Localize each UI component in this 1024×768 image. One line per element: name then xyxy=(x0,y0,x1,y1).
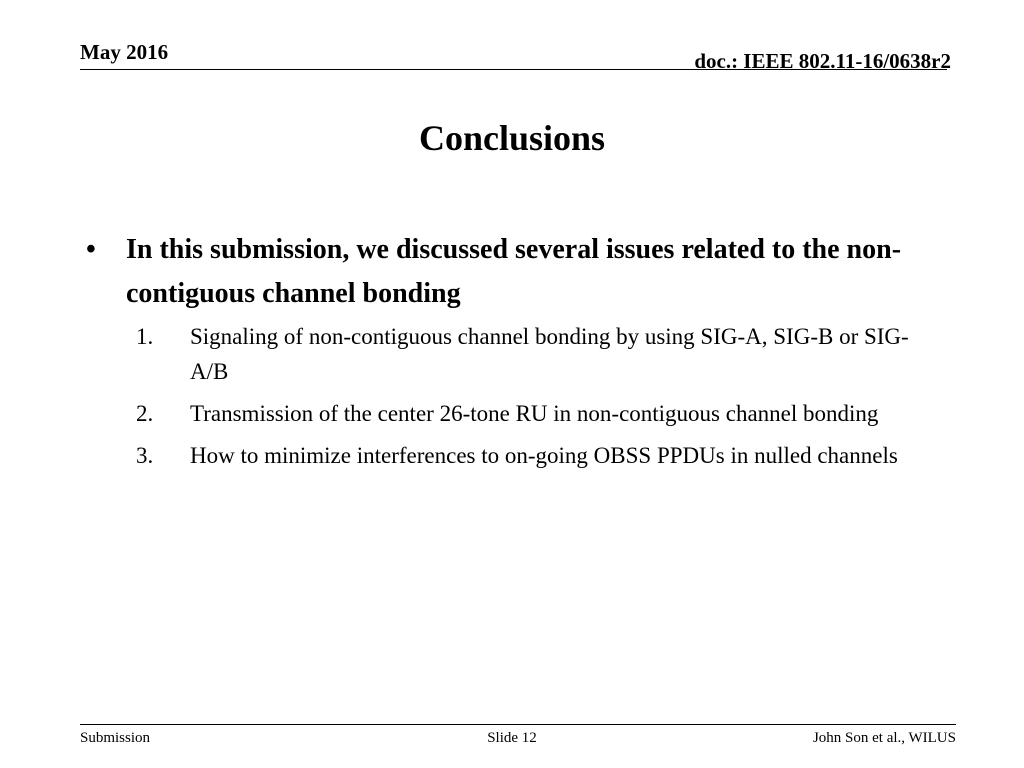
header-date: May 2016 xyxy=(80,40,169,64)
header-divider xyxy=(80,69,947,70)
list-item-text: How to minimize interferences to on-going OBSS PPDUs in nulled channels xyxy=(190,443,898,468)
footer-submission: Submission xyxy=(80,730,151,746)
list-item xyxy=(136,438,926,473)
bullet-marker: • xyxy=(86,234,96,265)
footer-slide-number: Slide 12 xyxy=(487,730,537,746)
list-item-text: Signaling of non-contiguous channel bonding by using SIG-A, SIG-B or SIG-A/B xyxy=(190,324,909,384)
list-item xyxy=(136,396,926,431)
numbered-list xyxy=(136,319,926,480)
list-item-text: Transmission of the center 26-tone RU in non-contiguous channel bonding xyxy=(190,401,879,426)
footer-authors: John Son et al., WILUS xyxy=(812,730,956,746)
main-bullet xyxy=(86,228,926,316)
header-doc-id: doc.: IEEE 802.11-16/0638r2 xyxy=(694,49,951,73)
list-item-number: 3. xyxy=(136,443,154,468)
list-item-number: 2. xyxy=(136,401,154,426)
slide-title: Conclusions xyxy=(418,118,606,158)
list-item xyxy=(136,319,926,389)
list-item-number: 1. xyxy=(136,324,154,349)
main-bullet-text: In this submission, we discussed several issues related to the non-contiguous channel bonding xyxy=(126,234,902,309)
footer-divider xyxy=(80,724,956,725)
